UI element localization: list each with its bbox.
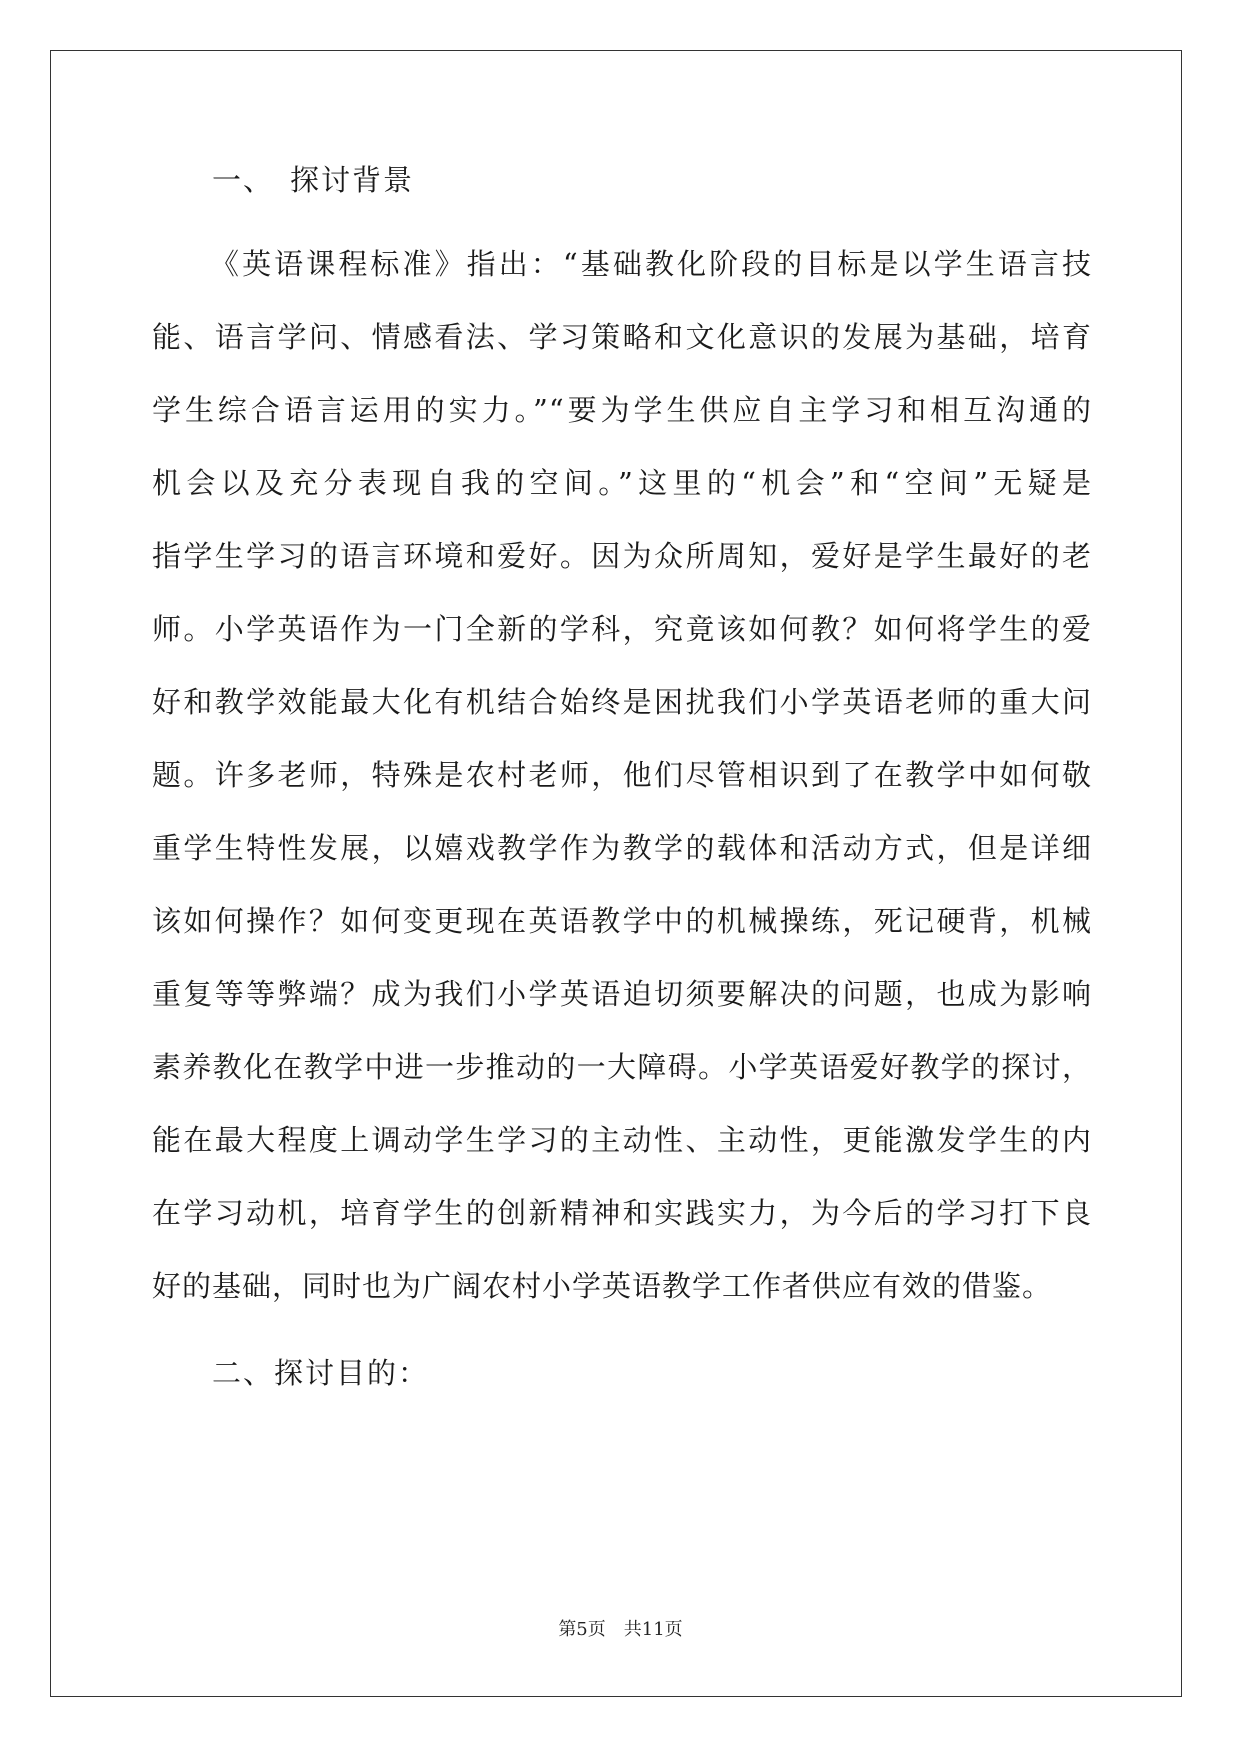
paragraph-line: 好和教学效能最大化有机结合始终是困扰我们小学英语老师的重大问	[152, 685, 1092, 719]
paragraph-line: 重复等等弊端？成为我们小学英语迫切须要解决的问题，也成为影响	[152, 977, 1092, 1011]
section-heading-1	[152, 158, 1092, 202]
paragraph-line: 题。许多老师，特殊是农村老师，他们尽管相识到了在教学中如何敬	[152, 758, 1092, 792]
paragraph-line: 能、语言学问、情感看法、学习策略和文化意识的发展为基础，培育	[152, 320, 1092, 354]
page-footer	[0, 1615, 1241, 1641]
document-body	[152, 158, 1092, 1423]
paragraph-line: 机会以及充分表现自我的空间。”这里的“机会”和“空间”无疑是	[152, 466, 1092, 500]
paragraph-line: 《英语课程标准》指出：“基础教化阶段的目标是以学生语言技	[210, 247, 1092, 281]
section-heading-2-number: 二、	[212, 1356, 275, 1390]
paragraph-line: 重学生特性发展，以嬉戏教学作为教学的载体和活动方式，但是详细	[152, 831, 1092, 865]
paragraph-line: 素养教化在教学中进一步推动的一大障碍。小学英语爱好教学的探讨，	[152, 1050, 1092, 1084]
paragraph-line: 师。小学英语作为一门全新的学科，究竟该如何教？如何将学生的爱	[152, 612, 1092, 646]
paragraph-line: 学生综合语言运用的实力。”“要为学生供应自主学习和相互沟通的	[152, 393, 1092, 427]
section-heading-2-title: 探讨目的：	[274, 1356, 430, 1390]
section-heading-1-title: 探讨背景	[290, 163, 415, 197]
background-paragraph	[152, 228, 1092, 1323]
paragraph-line: 在学习动机，培育学生的创新精神和实践实力，为今后的学习打下良	[152, 1196, 1092, 1230]
paragraph-line: 好的基础，同时也为广阔农村小学英语教学工作者供应有效的借鉴。	[152, 1269, 1053, 1303]
paragraph-line: 该如何操作？如何变更现在英语教学中的机械操练，死记硬背，机械	[152, 904, 1092, 938]
page-number: 第5页	[558, 1619, 606, 1640]
section-heading-2	[152, 1351, 1092, 1395]
paragraph-line: 指学生学习的语言环境和爱好。因为众所周知，爱好是学生最好的老	[152, 539, 1092, 573]
paragraph-line: 能在最大程度上调动学生学习的主动性、主动性，更能激发学生的内	[152, 1123, 1092, 1157]
section-heading-1-number: 一、	[212, 163, 275, 197]
page-total: 共11页	[623, 1619, 683, 1640]
